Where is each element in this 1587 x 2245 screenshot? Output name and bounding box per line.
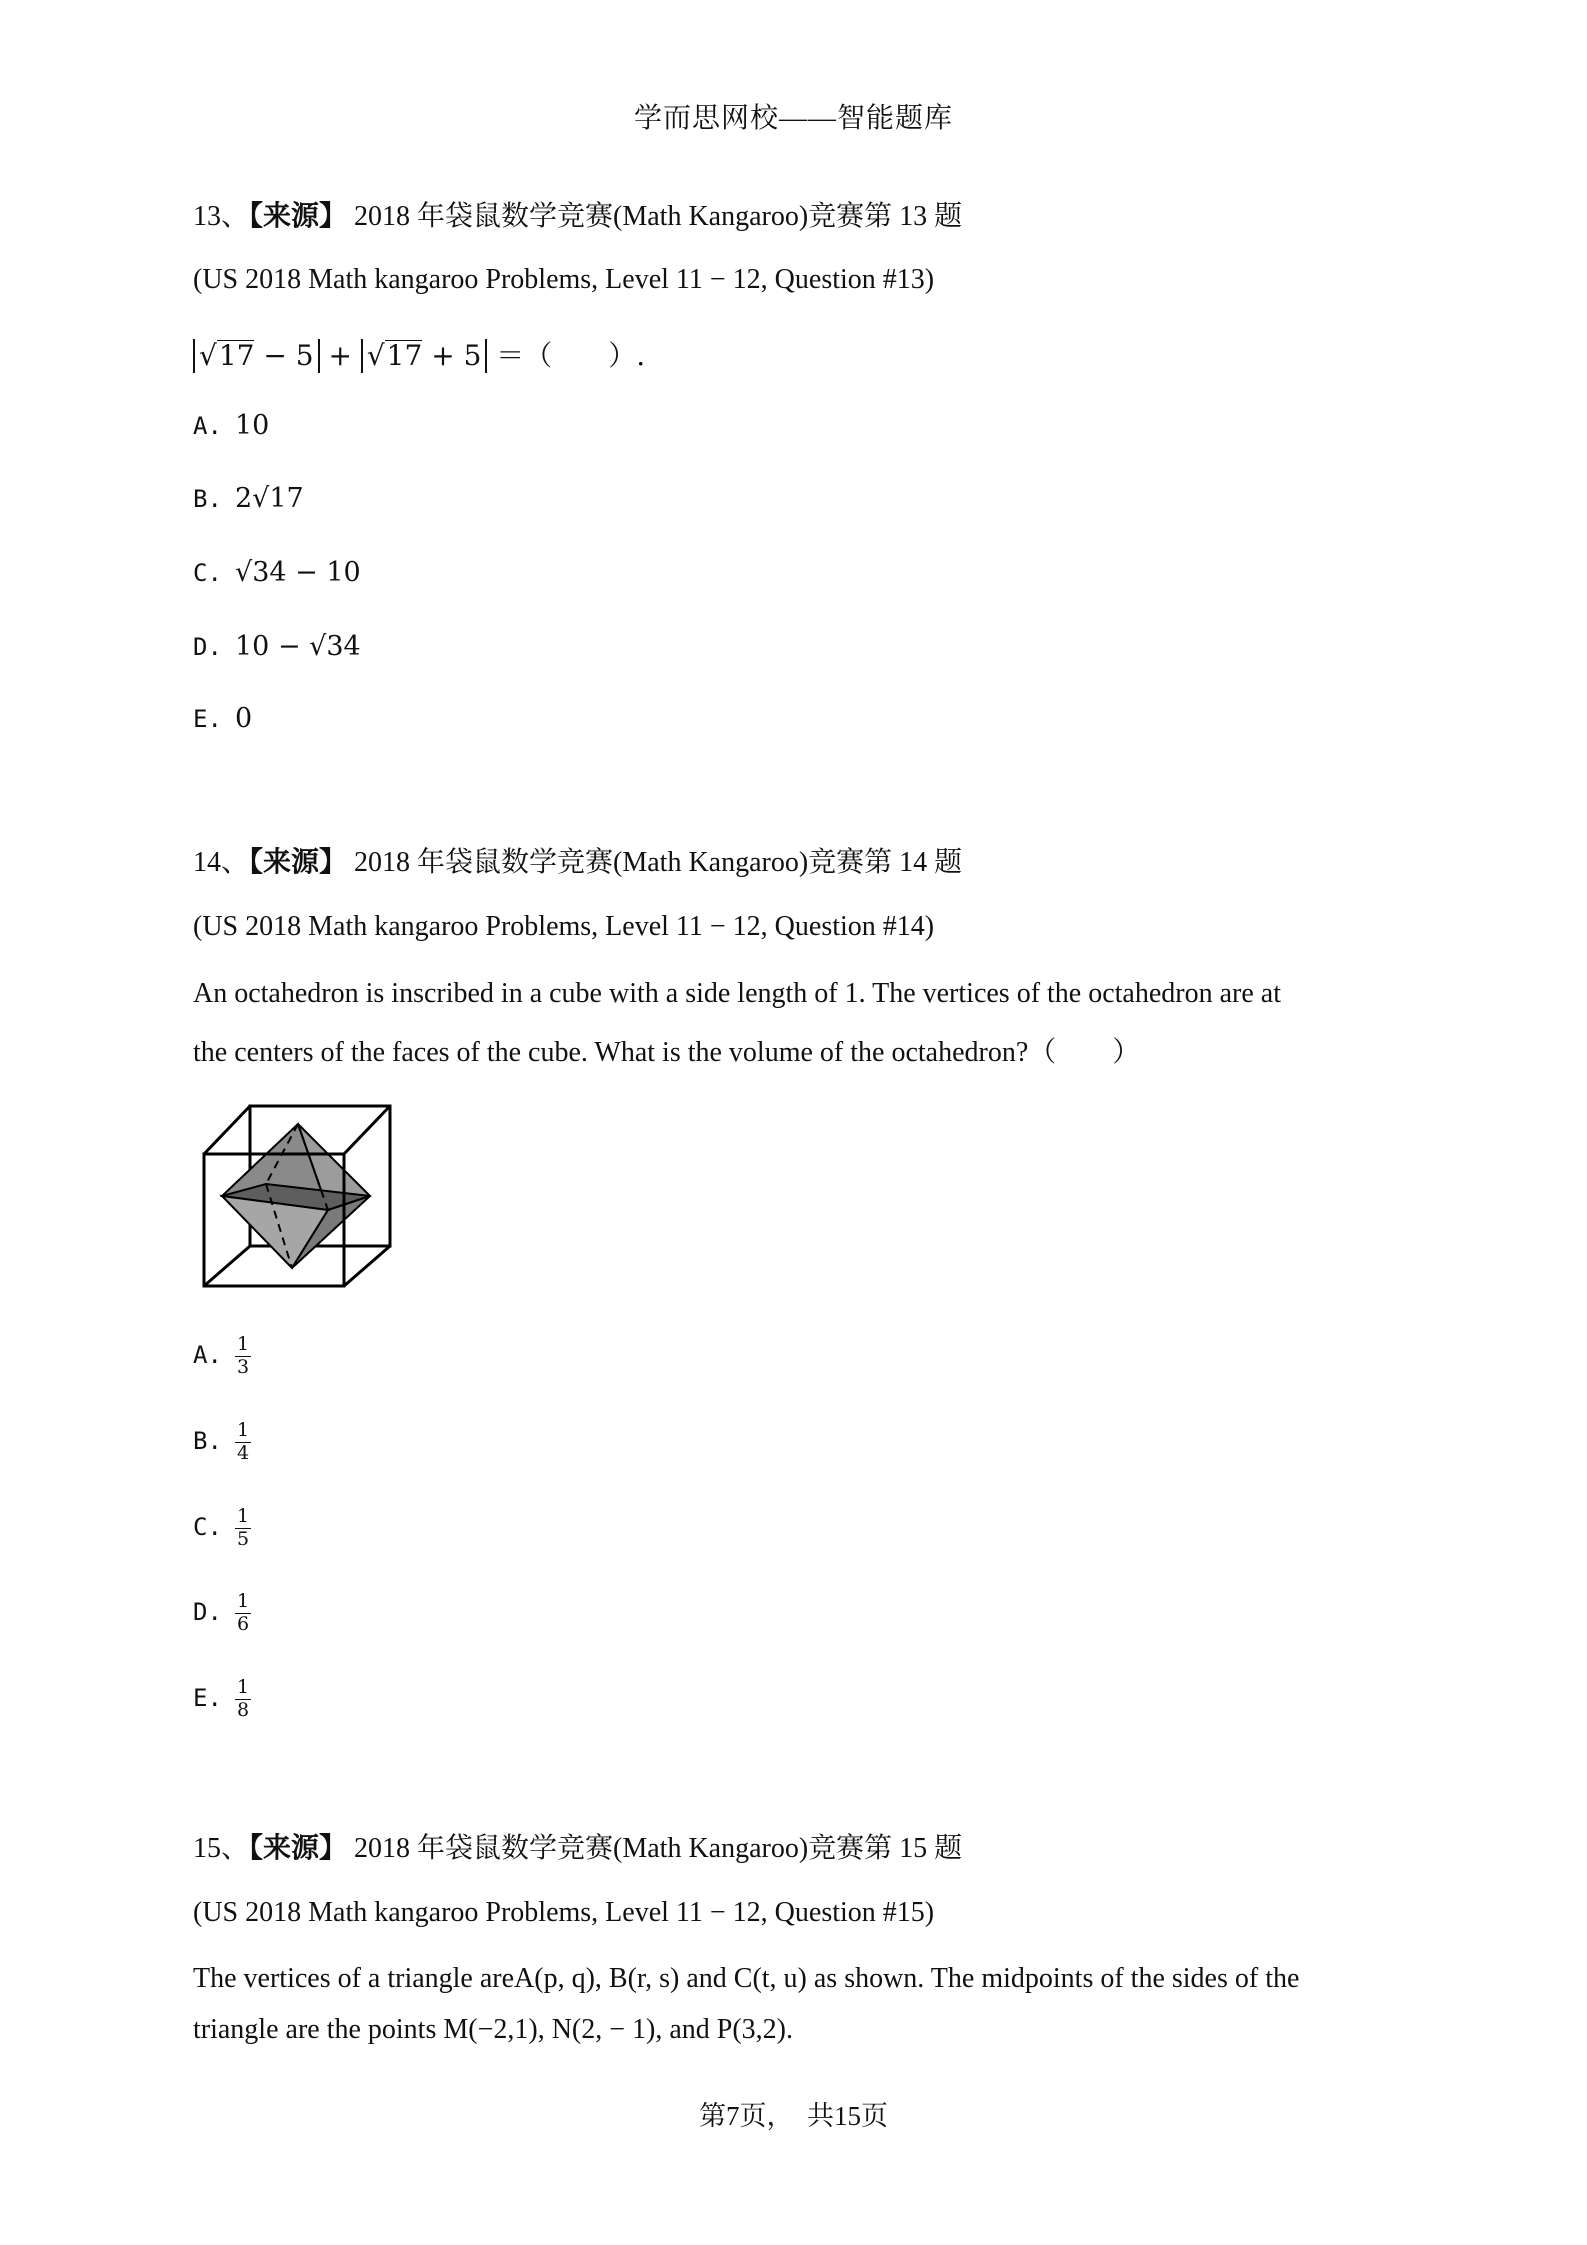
- fraction: $\frac{1}{4}$: [237, 1419, 250, 1464]
- q13-title: [193, 194, 962, 234]
- q14-option-e[interactable]: [193, 1677, 251, 1722]
- option-letter: E.: [193, 1683, 222, 1712]
- q15-source-text: 2018 年袋鼠数学竞赛(Math Kangaroo)竞赛第 15 题: [354, 1833, 963, 1864]
- option-value: √34 − 10: [235, 557, 361, 588]
- option-letter: B.: [193, 485, 222, 513]
- q14-option-a[interactable]: [193, 1334, 251, 1379]
- q13-source-text: 2018 年袋鼠数学竞赛(Math Kangaroo)竞赛第 13 题: [354, 201, 963, 232]
- q13-option-b[interactable]: [193, 483, 304, 515]
- q14-subtitle: (US 2018 Math kangaroo Problems, Level 11 − 12, Question #14): [193, 911, 935, 942]
- abs-expression-2: √17 + 5: [361, 339, 488, 373]
- abs-expression-1: √17 − 5: [193, 339, 320, 373]
- option-letter: E.: [193, 705, 222, 733]
- q14-stem-line2: the centers of the faces of the cube. What is the volume of the octahedron?（ ）: [193, 1037, 1141, 1068]
- q13-option-e[interactable]: [193, 703, 252, 735]
- q15-source-tag: 【来源】: [249, 1833, 348, 1864]
- q15-stem-line2: triangle are the points M(−2,1), N(2, − 1), and P(3,2).: [193, 2014, 794, 2045]
- q14-option-d[interactable]: [193, 1591, 251, 1636]
- page-header: 学而思网校——智能题库: [633, 103, 953, 134]
- option-letter: B.: [193, 1426, 222, 1455]
- option-letter: A.: [193, 1340, 222, 1369]
- q13-option-a[interactable]: [193, 410, 269, 442]
- cube-edge: [204, 1106, 250, 1154]
- q15-stem-line1: The vertices of a triangle areA(p, q), B(r, s) and C(t, u) as shown. The midpoints of the sides of the: [193, 1963, 1300, 1994]
- fraction: $\frac{1}{3}$: [237, 1333, 250, 1378]
- cube-edge: [344, 1106, 390, 1154]
- option-value: 2√17: [235, 483, 304, 514]
- q13-source-tag: 【来源】: [249, 201, 348, 232]
- q14-title: [193, 840, 962, 880]
- cube-edge: [204, 1246, 250, 1286]
- option-letter: D.: [193, 1597, 222, 1626]
- q14-source-text: 2018 年袋鼠数学竞赛(Math Kangaroo)竞赛第 14 题: [354, 847, 963, 878]
- q15-title: [193, 1826, 962, 1866]
- option-letter: C.: [193, 1512, 222, 1541]
- q14-number: 14、: [193, 847, 250, 878]
- q15-number: 15、: [193, 1833, 250, 1864]
- q15-subtitle: (US 2018 Math kangaroo Problems, Level 11 − 12, Question #15): [193, 1897, 935, 1928]
- cube-edge: [344, 1246, 390, 1286]
- option-letter: D.: [193, 633, 222, 661]
- octahedron-in-cube-figure: [198, 1098, 398, 1299]
- fraction: $\frac{1}{6}$: [237, 1590, 250, 1635]
- q13-option-d[interactable]: [193, 631, 361, 663]
- option-value: 10: [235, 410, 270, 441]
- q13-option-c[interactable]: [193, 557, 361, 589]
- octahedron-cube-diagram: [198, 1098, 398, 1294]
- option-letter: A.: [193, 412, 222, 440]
- fraction: $\frac{1}{8}$: [237, 1676, 250, 1721]
- q14-source-tag: 【来源】: [249, 847, 348, 878]
- q14-stem-line1: An octahedron is inscribed in a cube with a side length of 1. The vertices of the octahedron are at: [193, 978, 1281, 1009]
- page-footer: 第7页， 共15页: [699, 2101, 888, 2131]
- q13-stem-tail: ＝（ ）.: [496, 339, 646, 372]
- option-value: 10 − √34: [235, 631, 361, 662]
- q14-option-c[interactable]: [193, 1506, 251, 1551]
- option-value: 0: [235, 703, 253, 734]
- q14-option-b[interactable]: [193, 1420, 251, 1465]
- q13-number: 13、: [193, 201, 250, 232]
- option-letter: C.: [193, 559, 222, 587]
- q13-stem: √17 − 5 + √17 + 5 ＝（ ）.: [193, 334, 645, 374]
- fraction: $\frac{1}{5}$: [237, 1505, 250, 1550]
- q13-subtitle: (US 2018 Math kangaroo Problems, Level 11 − 12, Question #13): [193, 264, 935, 295]
